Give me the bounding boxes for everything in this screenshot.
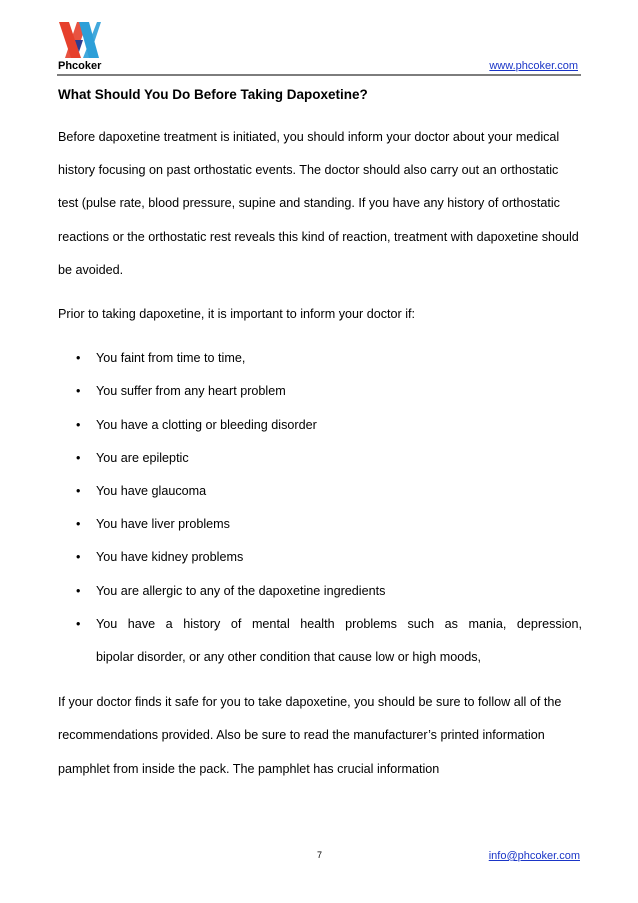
list-item xyxy=(58,608,582,674)
list-intro-paragraph: Prior to taking dapoxetine, it is important to inform your doctor if: xyxy=(58,307,415,322)
list-item-line: You have a history of mental health problems such as mania, depression, xyxy=(96,616,582,631)
bullet-icon: • xyxy=(76,517,81,532)
phcoker-logo-icon xyxy=(57,18,101,62)
list-item-line: bipolar disorder, or any other condition that cause low or high moods, xyxy=(96,650,482,665)
list-item: • You have a clotting or bleeding disorder xyxy=(58,409,582,442)
bullet-icon: • xyxy=(76,384,81,399)
closing-paragraph: If your doctor finds it safe for you to take dapoxetine, you should be sure to follow all of the recommendations provided. Also be sure to read the manufacturer’s printed information pamphlet from inside the pack. The pamphlet has crucial information xyxy=(58,695,562,776)
email-link[interactable]: info@phcoker.com xyxy=(488,850,580,862)
bullet-icon: • xyxy=(76,616,81,631)
bullet-icon: • xyxy=(76,450,81,465)
bullet-icon: • xyxy=(76,417,81,432)
intro-paragraph: Before dapoxetine treatment is initiated, you should inform your doctor about your medical history focusing on past orthostatic events. The doctor should also carry out an orthostatic test (pulse rate, blood pressure, supine and standing. If you have any history of orthostatic reactions or the orthostatic rest reveals this kind of reaction, treatment with dapoxetine should be avoided. xyxy=(58,130,579,277)
bullet-icon: • xyxy=(76,351,81,366)
list-item: • You have liver problems xyxy=(58,508,582,541)
list-item: • You have kidney problems xyxy=(58,541,582,574)
bullet-icon: • xyxy=(76,583,81,598)
brand-name: Phcoker xyxy=(58,60,102,72)
bullet-icon: • xyxy=(76,550,81,565)
page-number: 7 xyxy=(317,850,323,860)
document-body xyxy=(58,121,582,786)
header-divider xyxy=(57,74,581,76)
precautions-list xyxy=(58,342,582,674)
list-item: • You suffer from any heart problem xyxy=(58,375,582,408)
page-heading: What Should You Do Before Taking Dapoxetine? xyxy=(58,87,368,102)
list-item: • You faint from time to time, xyxy=(58,342,582,375)
list-item: • You are epileptic xyxy=(58,442,582,475)
bullet-icon: • xyxy=(76,484,81,499)
list-item: • You have glaucoma xyxy=(58,475,582,508)
list-item: • You are allergic to any of the dapoxetine ingredients xyxy=(58,575,582,608)
website-link[interactable]: www.phcoker.com xyxy=(489,60,578,72)
